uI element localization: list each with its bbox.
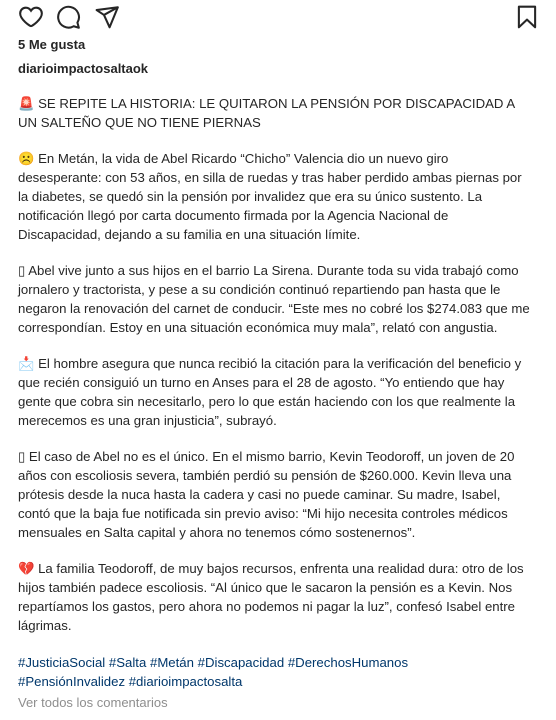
heart-icon[interactable] — [18, 4, 44, 30]
hashtag-link[interactable]: #diarioimpactosalta — [128, 674, 243, 689]
caption-paragraph: ☹️ En Metán, la vida de Abel Ricardo “Chicho” Valencia dio un nuevo giro desesperante: con 53 años, en silla de ruedas y tras haber perdido ambas piernas por la diabetes, se quedó sin la pensión por invalidez que era su único sustento. La notificación llegó por carta documento firmada por la Agencia Nacional de Discapacidad, dejando a su familia en una situación límite. — [18, 151, 522, 242]
comment-icon[interactable] — [55, 4, 81, 30]
caption-paragraph: ▯ El caso de Abel no es el único. En el mismo barrio, Kevin Teodoroff, un joven de 20 años con escoliosis severa, también perdió su pensión de $260.000. Kevin lleva una prótesis desde la nuca hasta la cadera y casi no puede caminar. Su madre, Isabel, contó que la baja fue notificada sin previo aviso: “Mi hijo necesita controles médicos mensuales en Salta capital y ahora no tenemos cómo sostenernos”. — [18, 449, 515, 540]
likes-count[interactable]: 5 Me gusta — [18, 37, 86, 52]
hashtag-link[interactable]: #DerechosHumanos — [287, 655, 409, 670]
caption-headline: 🚨 SE REPITE LA HISTORIA: LE QUITARON LA PENSIÓN POR DISCAPACIDAD A UN SALTEÑO QUE NO TIENE PIERNAS — [18, 96, 515, 130]
bookmark-icon[interactable] — [514, 4, 540, 30]
share-icon[interactable] — [94, 4, 120, 30]
post-actions-bar — [14, 4, 540, 30]
caption-paragraph: ▯ Abel vive junto a sus hijos en el barrio La Sirena. Durante toda su vida trabajó como jornalero y tractorista, y pese a su condición continuó repartiendo pan hasta que le negaron la renovación del carnet de conducir. “Este mes no cobré los $274.083 que me correspondían. Estoy en una situación económica muy mala”, relató con angustia. — [18, 263, 530, 335]
hashtag-link[interactable]: #PensiónInvalidez — [18, 674, 126, 689]
caption-paragraph: 💔 La familia Teodoroff, de muy bajos recursos, enfrenta una realidad dura: otro de los hijos también padece escoliosis. “Al único que le sacaron la pensión es a Kevin. Nos repartíamos los gastos, pero ahora no podemos ni pagar la luz”, confesó Isabel entre lágrimas. — [18, 561, 524, 633]
hashtag-link[interactable]: #Discapacidad — [197, 655, 285, 670]
hashtags — [18, 653, 530, 691]
account-name[interactable]: diarioimpactosaltaok — [18, 61, 149, 76]
hashtag-link[interactable]: #Metán — [149, 655, 194, 670]
hashtag-link[interactable]: #Salta — [108, 655, 147, 670]
hashtag-link[interactable]: #JusticiaSocial — [18, 655, 106, 670]
caption-paragraph: 📩 El hombre asegura que nunca recibió la citación para la verificación del beneficio y que recién consiguió un turno en Anses para el 28 de agosto. “Yo entiendo que hay gente que cobra sin necesitarlo, pero lo que están haciendo con los que realmente la merecemos es una gran injusticia”, subrayó. — [18, 356, 522, 428]
post-caption — [18, 94, 530, 652]
view-all-comments-link[interactable]: Ver todos los comentarios — [18, 695, 168, 710]
